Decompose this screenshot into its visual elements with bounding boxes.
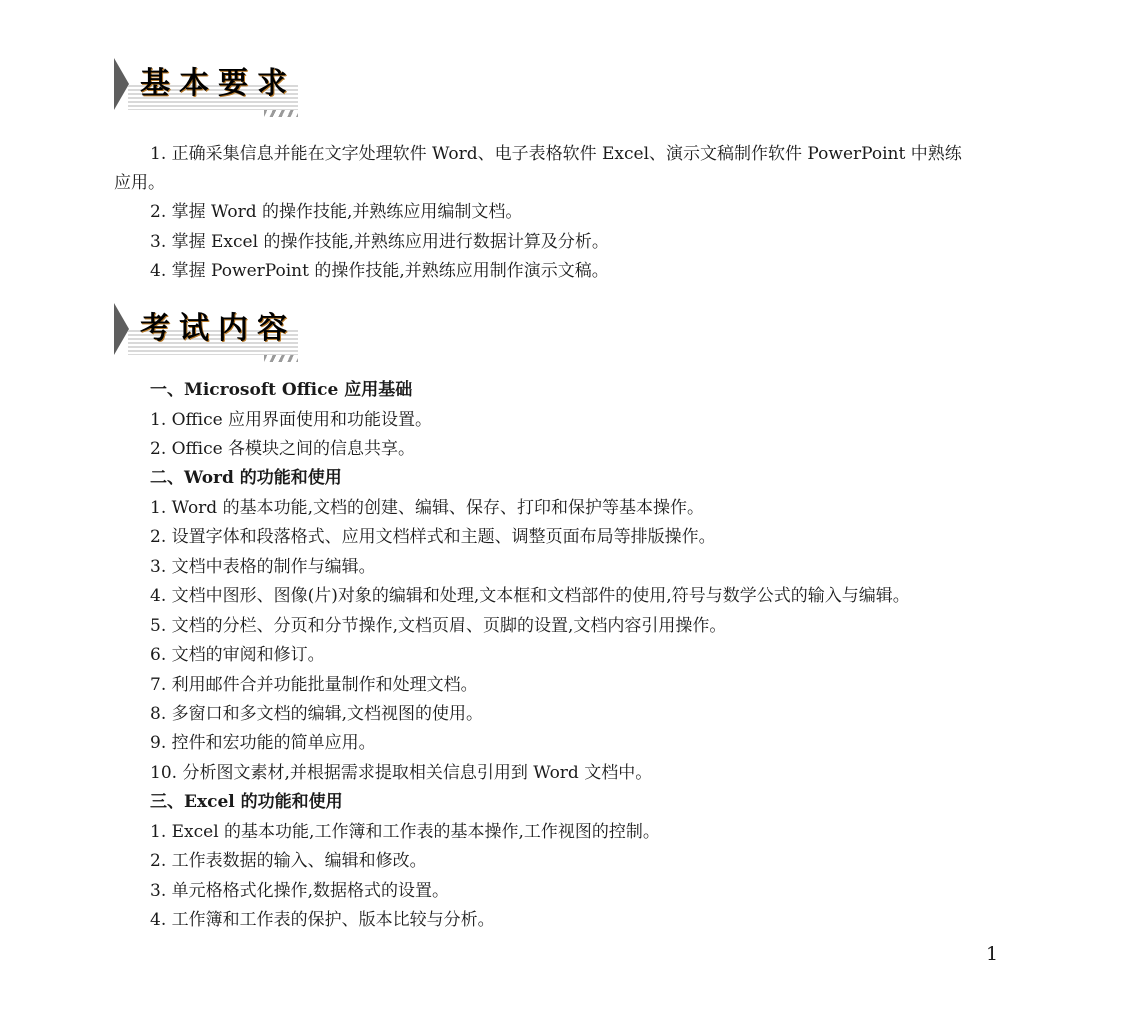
section-title: 考试内容 [140,311,296,346]
section-title: 基本要求 [140,66,296,101]
arrow-icon [114,303,129,355]
content-item: 1. Office 应用界面使用和功能设置。 [150,410,433,430]
content-item: 2. 工作表数据的输入、编辑和修改。 [150,851,427,871]
content-item: 1. Excel 的基本功能,工作簿和工作表的基本操作,工作视图的控制。 [150,822,660,842]
content-item: 9. 控件和宏功能的简单应用。 [150,733,376,753]
content-item: 2. 设置字体和段落格式、应用文档样式和主题、调整页面布局等排版操作。 [150,527,716,547]
content-item: 3. 单元格格式化操作,数据格式的设置。 [150,881,450,901]
requirement-item-3: 3. 掌握 Excel 的操作技能,并熟练应用进行数据计算及分析。 [150,232,609,252]
page-number: 1 [986,943,999,965]
content-item: 4. 工作簿和工作表的保护、版本比较与分析。 [150,910,495,930]
requirement-item-1-line1: 1. 正确采集信息并能在文字处理软件 Word、电子表格软件 Excel、演示文稿制作软件 PowerPoint 中熟练 [150,144,962,164]
requirement-item-1-line2: 应用。 [114,173,165,193]
subsection-heading-excel: 三、Excel 的功能和使用 [150,792,343,812]
arrow-icon [114,58,129,110]
subsection-heading-word: 二、Word 的功能和使用 [150,468,342,488]
content-item: 10. 分析图文素材,并根据需求提取相关信息引用到 Word 文档中。 [150,763,653,783]
content-item: 2. Office 各模块之间的信息共享。 [150,439,416,459]
requirement-item-4: 4. 掌握 PowerPoint 的操作技能,并熟练应用制作演示文稿。 [150,261,609,281]
content-item: 3. 文档中表格的制作与编辑。 [150,557,376,577]
content-item: 8. 多窗口和多文档的编辑,文档视图的使用。 [150,704,484,724]
section-banner-basic-requirements [114,58,304,120]
section-banner-exam-content [114,303,304,365]
hash-decoration [264,110,298,117]
content-item: 7. 利用邮件合并功能批量制作和处理文档。 [150,675,478,695]
requirement-item-2: 2. 掌握 Word 的操作技能,并熟练应用编制文档。 [150,202,523,222]
subsection-heading-office-basics: 一、Microsoft Office 应用基础 [150,380,413,400]
hash-decoration [264,355,298,362]
content-item: 1. Word 的基本功能,文档的创建、编辑、保存、打印和保护等基本操作。 [150,498,704,518]
content-item: 4. 文档中图形、图像(片)对象的编辑和处理,文本框和文档部件的使用,符号与数学公式的输入与编辑。 [150,586,910,606]
content-item: 6. 文档的审阅和修订。 [150,645,325,665]
content-item: 5. 文档的分栏、分页和分节操作,文档页眉、页脚的设置,文档内容引用操作。 [150,616,727,636]
